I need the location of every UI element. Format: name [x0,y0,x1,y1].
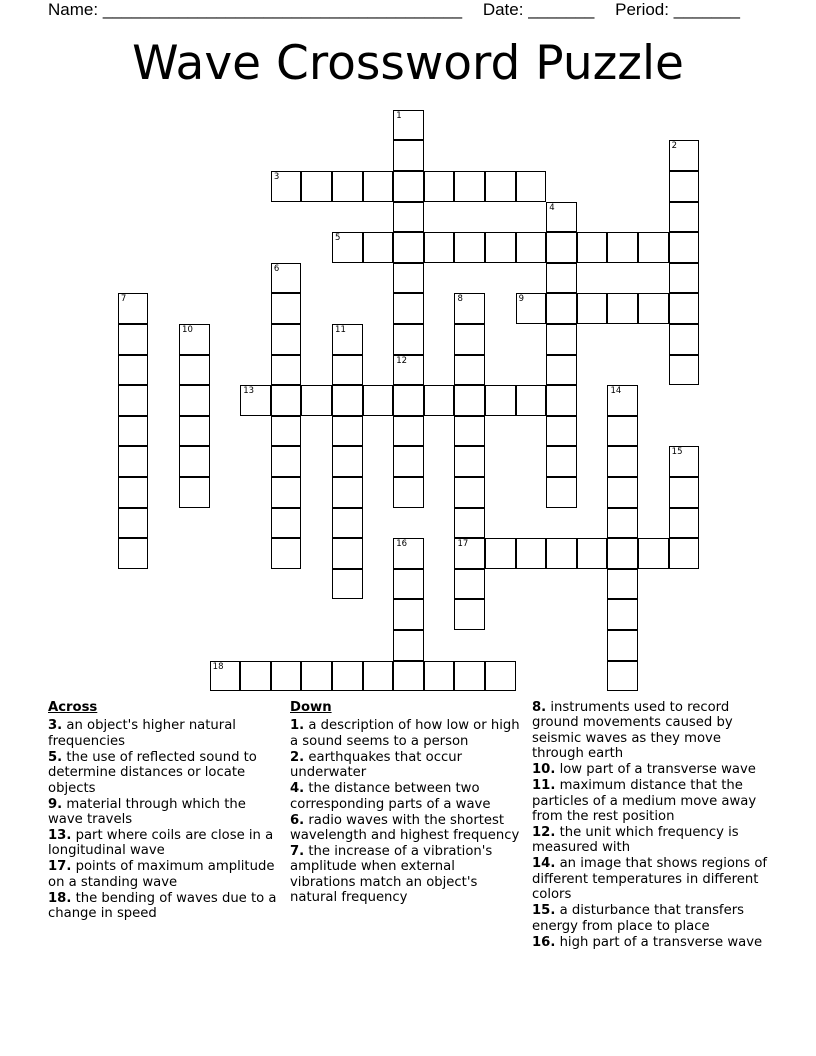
clue-item [532,700,772,762]
grid-cell[interactable] [546,477,577,508]
grid-cell[interactable] [393,385,424,416]
grid-cell[interactable] [332,324,363,355]
grid-cell[interactable] [271,477,302,508]
clue-item-number: 18. [48,890,72,906]
clue-item [532,856,772,902]
grid-cell[interactable] [271,171,302,202]
grid-cell[interactable] [179,385,210,416]
grid-cell[interactable] [332,569,363,600]
grid-cell[interactable] [332,477,363,508]
clue-item-number: 6. [290,812,305,828]
clue-item-number: 16. [532,934,556,950]
clue-number: 11 [335,325,346,336]
grid-cell[interactable] [638,293,669,324]
grid-cell[interactable] [393,569,424,600]
clue-item-number: 15. [532,903,556,919]
clue-number: 6 [273,263,280,274]
clue-number: 18 [212,661,224,672]
grid-cell[interactable] [118,385,149,416]
down-clues-continued [532,700,772,951]
clue-number: 7 [120,294,127,305]
grid-cell[interactable] [638,538,669,569]
grid-cell[interactable] [607,385,638,416]
clue-item [532,762,772,777]
clue-item [48,891,280,922]
clue-number: 12 [396,355,408,366]
grid-cell[interactable] [118,355,149,386]
grid-cell[interactable] [393,355,424,386]
grid-cell[interactable] [546,263,577,294]
grid-cell[interactable] [669,508,700,539]
clue-item-number: 12. [532,825,556,841]
grid-cell[interactable] [669,202,700,233]
clue-item-text: high part of a transverse wave [555,934,763,950]
grid-cell[interactable] [179,446,210,477]
clue-number: 10 [182,325,193,336]
grid-cell[interactable] [516,232,547,263]
grid-cell[interactable] [454,538,485,569]
grid-cell[interactable] [332,446,363,477]
grid-cell[interactable] [363,661,394,692]
clue-number: 14 [610,386,622,397]
grid-cell[interactable] [240,661,271,692]
grid-cell[interactable] [454,385,485,416]
clue-number: 13 [243,386,255,397]
clue-item [532,903,772,934]
grid-cell[interactable] [546,385,577,416]
grid-cell[interactable] [393,202,424,233]
grid-cell[interactable] [271,508,302,539]
grid-cell[interactable] [454,324,485,355]
clue-item-text: part where coils are close in a longitudinal wave [48,828,274,859]
grid-cell[interactable] [669,324,700,355]
grid-cell[interactable] [332,416,363,447]
grid-cell[interactable] [669,293,700,324]
grid-cell[interactable] [332,508,363,539]
grid-cell[interactable] [669,446,700,477]
grid-cell[interactable] [424,232,455,263]
clue-item-number: 4. [290,781,305,797]
grid-cell[interactable] [516,538,547,569]
grid-cell[interactable] [454,416,485,447]
period-label: Period: [615,0,669,19]
grid-cell[interactable] [301,385,332,416]
date-line[interactable]: _______ [528,0,595,19]
across-heading: Across [48,700,98,715]
grid-cell[interactable] [607,508,638,539]
down-clue-list-continued [532,700,772,950]
grid-cell[interactable] [393,661,424,692]
clue-item [48,859,280,890]
grid-cell[interactable] [118,446,149,477]
grid-cell[interactable] [393,110,424,141]
grid-cell[interactable] [454,599,485,630]
clue-number: 15 [671,447,683,458]
clue-item-text: maximum distance that the particles of a medium move away from the rest position [532,778,757,825]
clue-item-text: instruments used to record ground movements caused by seismic waves as they move through earth [532,700,733,762]
grid-cell[interactable] [546,293,577,324]
grid-cell[interactable] [363,385,394,416]
grid-cell[interactable] [454,293,485,324]
grid-cell[interactable] [332,385,363,416]
grid-cell[interactable] [179,324,210,355]
grid-cell[interactable] [546,232,577,263]
grid-cell[interactable] [240,385,271,416]
grid-cell[interactable] [546,324,577,355]
grid-cell[interactable] [179,477,210,508]
grid-cell[interactable] [577,538,608,569]
grid-cell[interactable] [454,355,485,386]
grid-cell[interactable] [393,263,424,294]
grid-cell[interactable] [607,630,638,661]
clue-item [532,825,772,856]
grid-cell[interactable] [424,661,455,692]
grid-cell[interactable] [393,599,424,630]
down-clue-list [290,718,522,905]
grid-cell[interactable] [271,385,302,416]
clue-item-text: an object's higher natural frequencies [48,718,236,749]
clue-item-text: the bending of waves due to a change in speed [48,890,277,922]
clue-number: 4 [549,202,555,213]
grid-cell[interactable] [332,355,363,386]
grid-cell[interactable] [454,508,485,539]
clue-item-text: the distance between two corresponding parts of a wave [290,781,491,812]
clue-item-number: 1. [290,718,305,734]
clue-item-text: a disturbance that transfers energy from place to place [532,903,744,934]
clue-number: 5 [335,233,341,244]
grid-cell[interactable] [118,324,149,355]
grid-cell[interactable] [179,355,210,386]
clue-number: 9 [518,294,525,305]
grid-cell[interactable] [607,446,638,477]
clue-number: 16 [396,539,408,550]
grid-cell[interactable] [393,232,424,263]
grid-cell[interactable] [271,661,302,692]
grid-cell[interactable] [332,661,363,692]
clue-item [290,781,522,812]
grid-cell[interactable] [271,293,302,324]
grid-cell[interactable] [301,661,332,692]
grid-cell[interactable] [454,661,485,692]
grid-cell[interactable] [669,140,700,171]
grid-cell[interactable] [546,538,577,569]
clue-number: 8 [457,294,463,305]
clue-number: 1 [396,110,402,121]
clue-item-text: low part of a transverse wave [555,762,756,778]
grid-cell[interactable] [393,416,424,447]
grid-cell[interactable] [271,538,302,569]
grid-cell[interactable] [638,232,669,263]
clue-item [290,718,522,749]
grid-cell[interactable] [393,293,424,324]
period-line[interactable]: _______ [673,0,740,19]
clue-item [48,750,280,796]
date-label: Date: [482,0,524,19]
clue-number: 2 [671,141,678,152]
clue-item-text: points of maximum amplitude on a standing wave [48,859,275,890]
page-title: Wave Crossword Puzzle [132,36,684,91]
grid-cell[interactable] [454,171,485,202]
grid-cell[interactable] [607,232,638,263]
grid-cell[interactable] [516,385,547,416]
clue-item [532,778,772,824]
grid-cell[interactable] [607,477,638,508]
grid-cell[interactable] [118,477,149,508]
clue-item-number: 2. [290,749,305,765]
grid-cell[interactable] [393,538,424,569]
grid-cell[interactable] [516,171,547,202]
grid-cell[interactable] [118,508,149,539]
clue-item [290,813,522,844]
clue-item [290,844,522,906]
grid-cell[interactable] [301,171,332,202]
grid-cell[interactable] [271,355,302,386]
clue-item-number: 17. [48,859,72,875]
clue-item [532,935,772,950]
across-clue-list [48,718,280,921]
clue-item-text: the use of reflected sound to determine distances or locate objects [48,749,257,796]
grid-cell[interactable] [393,140,424,171]
grid-cell[interactable] [669,355,700,386]
grid-cell[interactable] [424,385,455,416]
grid-cell[interactable] [332,232,363,263]
grid-cell[interactable] [607,416,638,447]
clue-item-text: an image that shows regions of different temperatures in different colors [532,856,768,903]
grid-cell[interactable] [332,538,363,569]
grid-cell[interactable] [546,355,577,386]
down-clues [290,700,522,906]
clue-item-text: a description of how low or high a sound seems to a person [290,718,520,749]
grid-cell[interactable] [607,661,638,692]
clue-item-text: earthquakes that occur underwater [290,749,462,781]
grid-cell[interactable] [546,202,577,233]
grid-cell[interactable] [669,232,700,263]
clue-item-number: 5. [48,749,63,765]
grid-cell[interactable] [485,232,516,263]
across-clues [48,700,280,922]
clue-item [48,797,280,828]
clue-item-number: 10. [532,762,556,778]
grid-cell[interactable] [118,293,149,324]
grid-cell[interactable] [271,324,302,355]
grid-cell[interactable] [546,446,577,477]
grid-cell[interactable] [363,232,394,263]
grid-cell[interactable] [485,171,516,202]
grid-cell[interactable] [393,477,424,508]
clue-number: 3 [273,172,280,183]
grid-cell[interactable] [607,599,638,630]
grid-cell[interactable] [607,293,638,324]
grid-cell[interactable] [669,538,700,569]
clue-item-number: 7. [290,844,305,860]
name-line[interactable]: ______________________________________ [102,0,463,19]
grid-cell[interactable] [363,171,394,202]
grid-cell[interactable] [332,171,363,202]
clue-item-number: 13. [48,828,72,844]
grid-cell[interactable] [118,538,149,569]
grid-cell[interactable] [669,477,700,508]
clue-item-text: radio waves with the shortest wavelength and highest frequency [290,812,520,844]
grid-cell[interactable] [454,477,485,508]
clue-item-text: material through which the wave travels [48,796,246,828]
grid-cell[interactable] [607,569,638,600]
grid-cell[interactable] [577,232,608,263]
clue-number: 17 [457,539,469,550]
clue-item-text: the unit which frequency is measured with [532,825,739,856]
grid-cell[interactable] [669,171,700,202]
grid-cell[interactable] [393,171,424,202]
clue-item-number: 14. [532,856,556,872]
grid-cell[interactable] [210,661,241,692]
grid-cell[interactable] [485,385,516,416]
name-label: Name: [48,0,99,19]
grid-cell[interactable] [669,263,700,294]
grid-cell[interactable] [516,293,547,324]
grid-cell[interactable] [607,538,638,569]
grid-cell[interactable] [485,538,516,569]
clue-item [290,750,522,781]
clue-item-number: 11. [532,778,556,794]
clue-item-number: 8. [532,700,547,715]
grid-cell[interactable] [271,416,302,447]
grid-cell[interactable] [546,416,577,447]
clue-item [48,718,280,749]
grid-cell[interactable] [271,446,302,477]
clue-item-text: the increase of a vibration's amplitude when external vibrations match an object's natural frequency [290,844,493,906]
clue-item-number: 3. [48,718,63,734]
grid-cell[interactable] [454,232,485,263]
grid-cell[interactable] [454,569,485,600]
grid-cell[interactable] [393,446,424,477]
down-heading: Down [290,700,332,715]
grid-cell[interactable] [179,416,210,447]
grid-cell[interactable] [118,416,149,447]
grid-cell[interactable] [454,446,485,477]
grid-cell[interactable] [424,171,455,202]
clue-item [48,828,280,859]
grid-cell[interactable] [393,630,424,661]
grid-cell[interactable] [485,661,516,692]
grid-cell[interactable] [393,324,424,355]
grid-cell[interactable] [271,263,302,294]
grid-cell[interactable] [577,293,608,324]
clue-item-number: 9. [48,796,63,812]
